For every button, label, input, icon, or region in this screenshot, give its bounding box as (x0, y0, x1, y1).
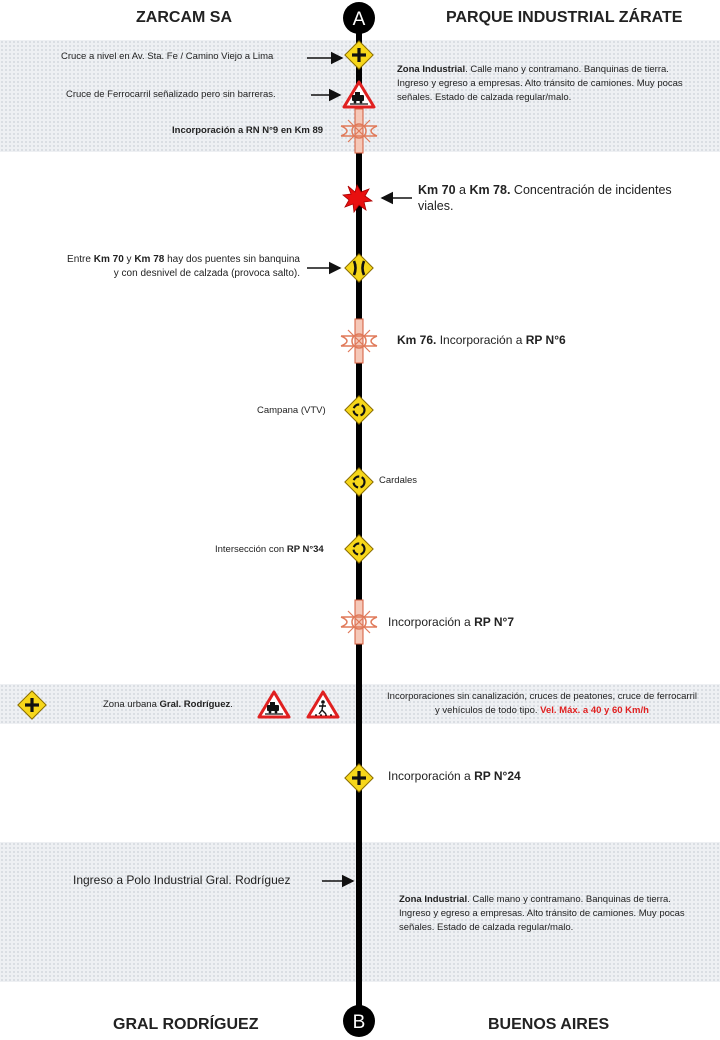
label-puentes-desc: hay dos puentes sin banquina (164, 254, 300, 265)
label-km76-text: Incorporación a (436, 333, 526, 347)
label-zona-urbana-dot: . (230, 699, 233, 710)
label-puentes-y: y (123, 254, 135, 265)
label-km70-end: Km 78. (469, 183, 511, 197)
label-rp34-route: RP N°34 (286, 544, 324, 555)
header-bottom-left: GRAL RODRÍGUEZ (113, 1016, 259, 1033)
label-rp34 (215, 544, 324, 556)
zona-industrial-top-desc (397, 63, 687, 105)
header-bottom-right: BUENOS AIRES (488, 1016, 610, 1033)
label-rn9-route: RN N°9 en Km 89 (245, 125, 324, 136)
label-ferrocarril: Cruce de Ferrocarril señalizado pero sin barreras. (66, 89, 276, 100)
header-top-right: PARQUE INDUSTRIAL ZÁRATE (446, 9, 683, 26)
interchange-icon (341, 319, 377, 363)
label-campana: Campana (VTV) (257, 405, 326, 416)
label-puentes-line2: y con desnivel de calzada (provoca salto). (113, 268, 300, 279)
cross-junction-icon (345, 764, 373, 792)
label-km70 (418, 182, 708, 214)
railway-crossing-icon (259, 692, 289, 717)
label-rp24-text: Incorporación a (388, 769, 475, 783)
label-cruce-nivel: Cruce a nivel en Av. Sta. Fe / Camino Viejo a Lima (61, 51, 274, 62)
label-km70-start: Km 70 (418, 183, 456, 197)
label-zona-urbana (103, 699, 233, 711)
interchange-icon (341, 600, 377, 644)
pedestrian-crossing-icon (308, 692, 338, 717)
endpoint-a-label: A (352, 9, 366, 30)
label-puentes-entre: Entre (67, 254, 94, 265)
label-cardales: Cardales (379, 475, 418, 486)
label-rn9-pre: Incorporación a (172, 125, 246, 136)
zona-industrial-bottom-title: Zona Industrial (399, 894, 468, 905)
header-top-left: ZARCAM SA (136, 9, 232, 26)
label-km76-route: RP N°6 (525, 333, 566, 347)
label-puentes (10, 253, 300, 281)
cross-junction-icon (345, 41, 373, 69)
zona-industrial-top-body: . Calle mano y contramano. Banquinas de tierra. Ingreso y egreso a empresas. Alto tránsito de camiones. Muy pocas señales. Estado de calzada regular/malo. (397, 64, 683, 103)
zona-industrial-bottom-body: . Calle mano y contramano. Banquinas de tierra. Ingreso y egreso a empresas. Alto tránsito de camiones. Muy pocas señales. Estado de calzada regular/malo. (399, 894, 685, 933)
narrow-bridge-icon (345, 254, 373, 282)
label-rp34-text: Intersección con (215, 544, 287, 555)
label-rp7-route: RP N°7 (474, 615, 514, 629)
label-polo-industrial: Ingreso a Polo Industrial Gral. Rodríguez (73, 873, 291, 887)
zona-industrial-top-title: Zona Industrial (397, 64, 466, 75)
interchange-icon (341, 109, 377, 153)
label-rp7 (388, 616, 514, 628)
label-km70-desc: Concentración de incidentes viales. (418, 183, 672, 213)
roundabout-icon (345, 535, 373, 563)
railway-crossing-icon (344, 82, 374, 107)
zona-urbana-desc-text: Incorporaciones sin canalización, cruces de peatones, cruce de ferrocarril y vehículos de todo tipo. (387, 691, 697, 716)
label-km76 (397, 334, 566, 346)
label-rn9 (172, 125, 323, 137)
label-km70-a: a (455, 183, 470, 197)
roundabout-icon (345, 396, 373, 424)
label-rp24-route: RP N°24 (474, 769, 521, 783)
zona-industrial-bottom-desc (399, 893, 689, 935)
zona-urbana-desc (386, 690, 698, 718)
label-zona-urbana-city: Gral. Rodríguez (159, 699, 231, 710)
label-rp7-text: Incorporación a (388, 615, 475, 629)
endpoint-b-label: B (352, 1012, 366, 1033)
label-puentes-km70: Km 70 (93, 254, 124, 265)
label-zona-urbana-text: Zona urbana (103, 699, 160, 710)
route-road-line (356, 28, 362, 1012)
zona-urbana-speed-limit: Vel. Máx. a 40 y 60 Km/h (540, 705, 649, 716)
label-puentes-km78: Km 78 (134, 254, 165, 265)
label-km76-km: Km 76. (397, 333, 437, 347)
label-rp24 (388, 770, 521, 782)
cross-junction-icon (18, 691, 46, 719)
roundabout-icon (345, 468, 373, 496)
